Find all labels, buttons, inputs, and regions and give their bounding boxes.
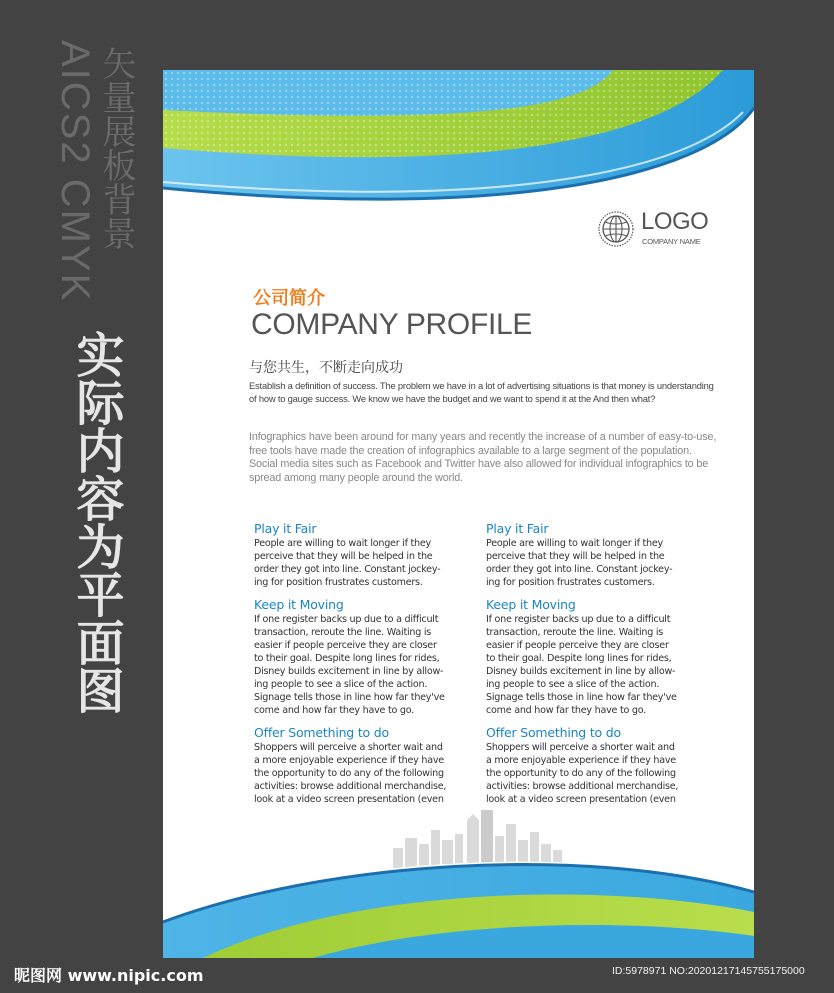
text-column-right xyxy=(486,521,698,814)
section-heading: Play it Fair xyxy=(254,521,317,536)
intro-paragraph-1: Establish a definition of success. The problem we have in a lot of advertising situations is that money is understanding of how to gauge success. We know we have the budget and we want to spend it at the And then what? xyxy=(249,380,714,405)
text-column-left xyxy=(254,521,466,814)
section-body: People are willing to wait longer if they perceive that they will be helped in the order they got into line. Constant jockey- ing for position frustrates customers. xyxy=(486,538,673,588)
section-keep-it-moving xyxy=(486,597,698,717)
bottom-wave-decoration xyxy=(163,840,754,958)
section-body: Shoppers will perceive a shorter wait and a more enjoyable experience if they have the opportunity to do any of the following activities: browse additional merchandise, look at a video screen presentation (even xyxy=(254,742,447,805)
side-main-label: 实际内容为平面图 xyxy=(68,330,124,714)
poster-board xyxy=(163,70,754,958)
section-heading: Keep it Moving xyxy=(254,597,344,612)
company-logo xyxy=(597,208,747,252)
section-body: If one register backs up due to a difficult transaction, reroute the line. Waiting is easier if people perceive they are closer to their goal. Despite long lines for rides, Disney builds excitement in line by allow- ing people to see a slice of the action. Signage tells those in line how far they've come and how far they have to go. xyxy=(486,614,677,716)
slogan: 与您共生，不断走向成功 xyxy=(249,360,403,376)
watermark-id: ID:5978971 NO:20201217145755175000 xyxy=(612,965,805,977)
globe-icon xyxy=(597,210,635,248)
intro-paragraph-2: Infographics have been around for many years and recently the increase of a number of easy-to-use, free tools have made the creation of infographics available to a large segment of the population. Social media sites such as Facebook and Twitter have also allowed for individual infographics to be spread among many people around the world. xyxy=(249,431,717,484)
section-heading: Offer Something to do xyxy=(254,725,389,740)
side-label-format: AICS2 CMYK xyxy=(53,40,97,303)
section-body: Shoppers will perceive a shorter wait and a more enjoyable experience if they have the opportunity to do any of the following activities: browse additional merchandise, look at a video screen presentation (even xyxy=(486,742,679,805)
watermark-site: 昵图网 www.nipic.com xyxy=(14,966,204,985)
section-heading: Play it Fair xyxy=(486,521,549,536)
section-play-it-fair xyxy=(254,521,466,589)
section-keep-it-moving xyxy=(254,597,466,717)
side-label-cn: 矢量展板背景 xyxy=(96,46,136,250)
section-play-it-fair xyxy=(486,521,698,589)
logo-text: LOGO xyxy=(641,208,709,235)
section-body: If one register backs up due to a difficult transaction, reroute the line. Waiting is easier if people perceive they are closer to their goal. Despite long lines for rides, Disney builds excitement in line by allow- ing people to see a slice of the action. Signage tells those in line how far they've come and how far they have to go. xyxy=(254,614,445,716)
section-offer-something xyxy=(254,725,466,806)
page-title: COMPANY PROFILE xyxy=(251,308,533,341)
section-title-cn: 公司简介 xyxy=(253,288,325,309)
section-heading: Offer Something to do xyxy=(486,725,621,740)
top-wave-decoration xyxy=(163,70,754,220)
section-heading: Keep it Moving xyxy=(486,597,576,612)
section-offer-something xyxy=(486,725,698,806)
logo-company-name: COMPANY NAME xyxy=(642,237,701,246)
section-body: People are willing to wait longer if they perceive that they will be helped in the order they got into line. Constant jockey- ing for position frustrates customers. xyxy=(254,538,441,588)
